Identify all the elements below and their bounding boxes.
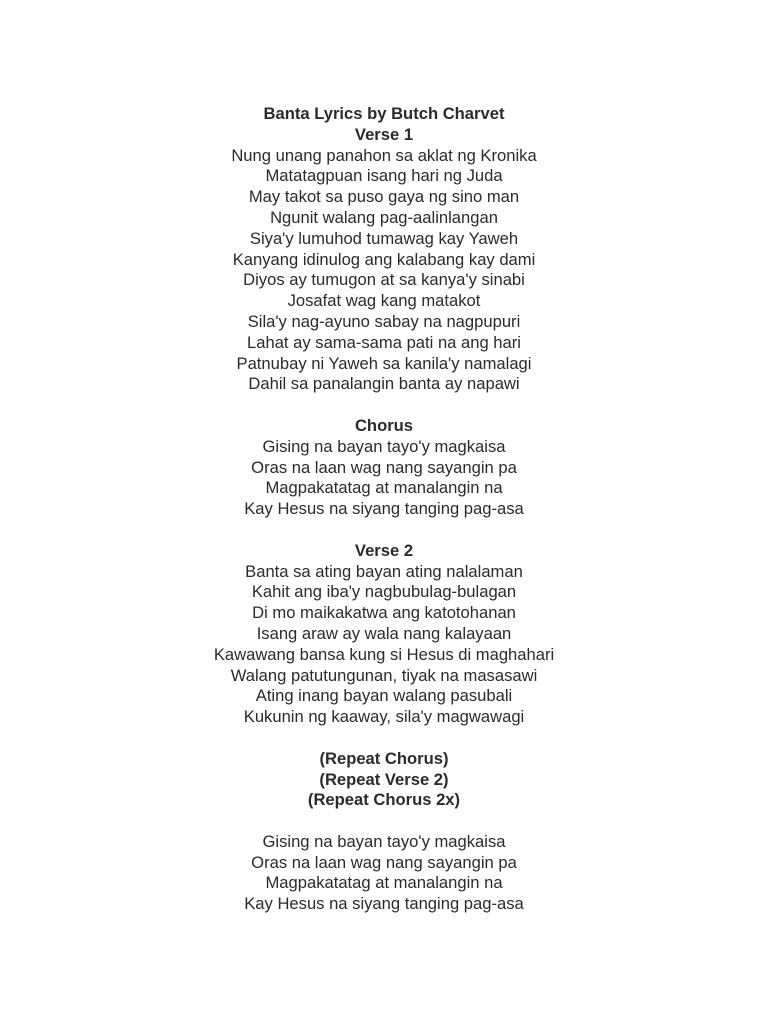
lyric-line: Josafat wag kang matakot — [287, 291, 481, 311]
lyric-line: Oras na laan wag nang sayangin pa — [251, 457, 517, 477]
lyric-line: Magpakatatag at manalangin na — [265, 873, 503, 893]
lyric-line: Walang patutungunan, tiyak na masasawi — [230, 665, 538, 685]
repeat-instructions — [0, 749, 768, 811]
chorus — [0, 416, 768, 520]
lyric-line: Isang araw ay wala nang kalayaan — [256, 623, 512, 643]
chorus-heading: Chorus — [354, 415, 414, 435]
lyric-line: Ngunit walang pag-aalinlangan — [270, 207, 498, 227]
repeat-chorus-2x: (Repeat Chorus 2x) — [307, 790, 461, 810]
lyric-line: Kanyang idinulog ang kalabang kay dami — [232, 249, 536, 269]
lyric-line: Di mo maikakatwa ang katotohanan — [252, 603, 516, 623]
verse-1-heading: Verse 1 — [354, 124, 414, 144]
lyric-line: Lahat ay sama-sama pati na ang hari — [247, 332, 521, 352]
lyric-line: Kay Hesus na siyang tanging pag-asa — [244, 894, 524, 914]
lyric-line: Gising na bayan tayo'y magkaisa — [262, 436, 506, 456]
lyric-line: May takot sa puso gaya ng sino man — [248, 187, 520, 207]
lyric-line: Matatagpuan isang hari ng Juda — [265, 166, 503, 186]
lyric-line: Kahit ang iba'y nagbubulag-bulagan — [251, 582, 517, 602]
lyric-line: Nung unang panahon sa aklat ng Kronika — [231, 145, 537, 165]
stanza-gap — [0, 520, 768, 541]
verse-2 — [0, 541, 768, 728]
lyric-line: Dahil sa panalangin banta ay napawi — [248, 374, 520, 394]
song-title: Banta Lyrics by Butch Charvet — [263, 104, 505, 123]
repeat-verse-2: (Repeat Verse 2) — [319, 769, 449, 789]
stanza-gap — [0, 395, 768, 416]
lyrics-page — [0, 104, 768, 915]
lyric-line: Oras na laan wag nang sayangin pa — [251, 852, 517, 872]
lyric-line: Kukunin ng kaaway, sila'y magwawagi — [243, 707, 525, 727]
lyric-line: Magpakatatag at manalangin na — [265, 478, 503, 498]
verse-1 — [0, 125, 768, 395]
lyric-line: Kay Hesus na siyang tanging pag-asa — [244, 499, 524, 519]
lyric-line: Banta sa ating bayan ating nalalaman — [245, 561, 523, 581]
lyric-line: Gising na bayan tayo'y magkaisa — [262, 831, 506, 851]
lyric-line: Diyos ay tumugon at sa kanya'y sinabi — [243, 270, 525, 290]
repeat-chorus: (Repeat Chorus) — [319, 748, 449, 768]
lyric-line: Patnubay ni Yaweh sa kanila'y namalagi — [236, 353, 532, 373]
outro — [0, 832, 768, 915]
lyric-line: Kawawang bansa kung si Hesus di maghahari — [213, 644, 555, 664]
lyric-line: Ating inang bayan walang pasubali — [255, 686, 513, 706]
stanza-gap — [0, 728, 768, 749]
stanza-gap — [0, 811, 768, 832]
lyric-line: Sila'y nag-ayuno sabay na nagpupuri — [247, 311, 521, 331]
verse-2-heading: Verse 2 — [354, 540, 414, 560]
lyric-line: Siya'y lumuhod tumawag kay Yaweh — [249, 228, 519, 248]
